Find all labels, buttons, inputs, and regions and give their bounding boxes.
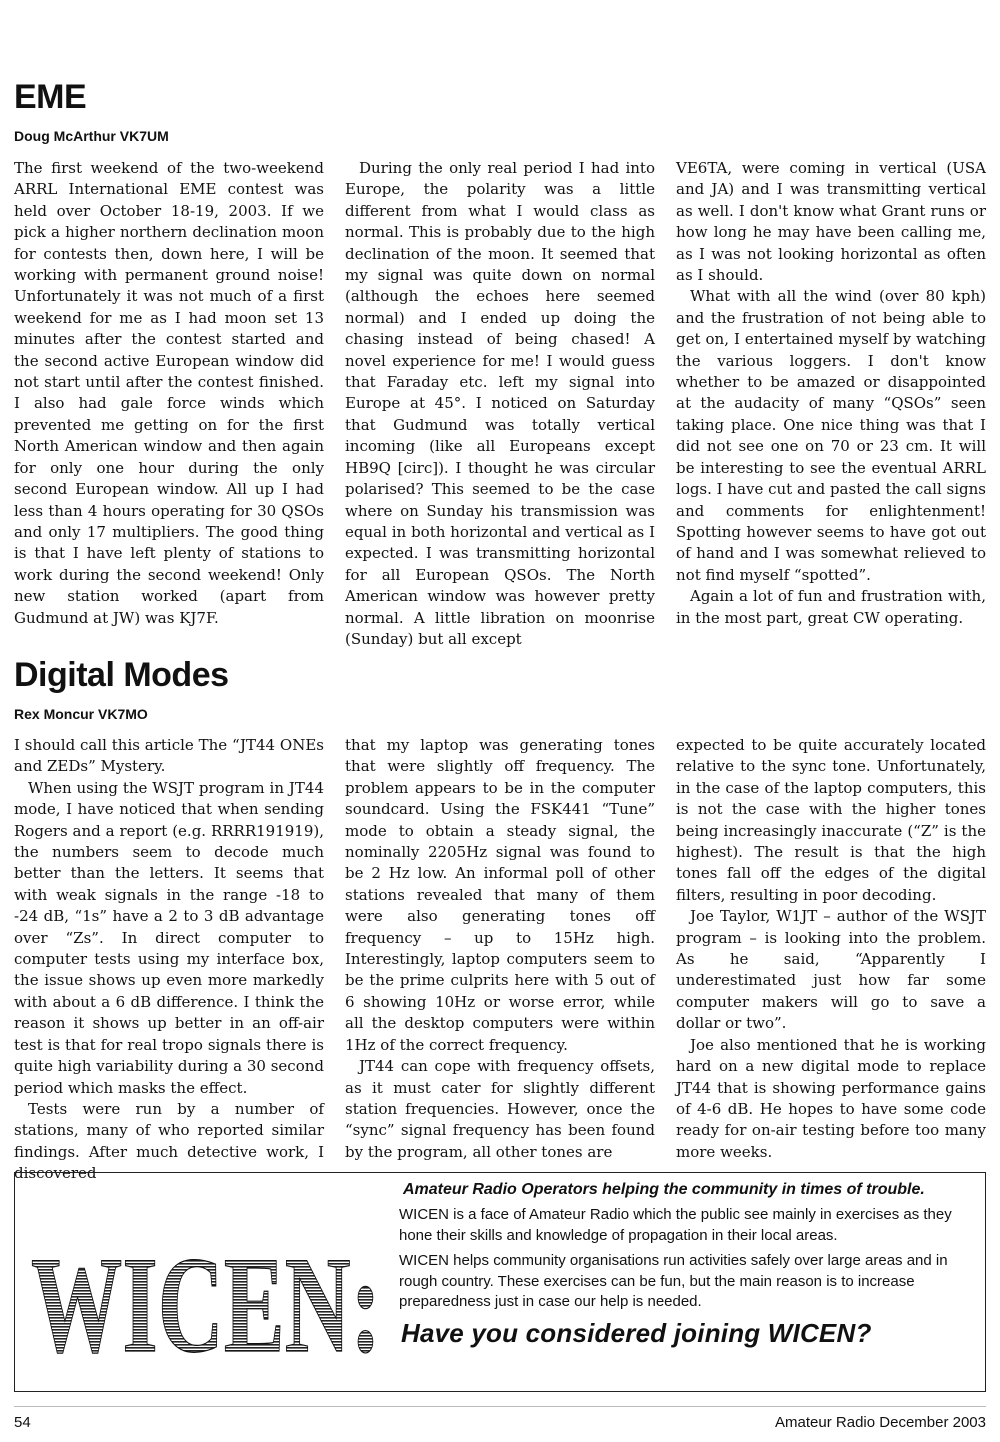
wicen-logo-text: WICEN: xyxy=(31,1228,381,1367)
digital-col3-para-1: expected to be quite accurately located relative to the sync tone. Unfortunately, in the case of the laptop computers, this is not the case with the higher tones being increasingly inaccurate (“Z” is the highest). The result is that the high tones fall off the edges of the digital filters, resulting in poor decoding. xyxy=(676,736,986,904)
eme-byline: Doug McArthur VK7UM xyxy=(14,128,169,144)
digital-col2-para-2: JT44 can cope with frequency offsets, as it must cater for slightly different station frequencies. However, once the “sync” signal frequency has been found by the program, all other tones are xyxy=(345,1057,655,1161)
digital-section-title: Digital Modes xyxy=(14,656,229,694)
eme-col1-para-1: The first weekend of the two-weekend ARRL International EME contest was held over October 18-19, 2003. If we pick a higher northern declination moon for contests then, down here, I will be working with permanent ground noise! Unfortunately it was not much of a first weekend for me as I had moon set 13 minutes after the contest started and the second active European window did not start until after the contest finished. I also had gale force winds which prevented me getting on for the first North American window and then again for only one hour during the only second European window. All up I had less than 4 hours operating for 30 QSOs and only 17 multipliers. The good thing is that I have left plenty of stations to work during the second weekend! Only new station worked (apart from Gudmund at JW) was KJ7F. xyxy=(14,159,324,627)
wicen-logo xyxy=(29,1227,389,1367)
digital-column-2 xyxy=(345,735,655,1185)
publication-info: Amateur Radio December 2003 xyxy=(775,1414,986,1431)
digital-col2-para-1: that my laptop was generating tones that were slightly off frequency. The problem appears to be in the computer soundcard. Using the FSK441 “Tune” mode to obtain a steady signal, the nominally 2205Hz signal was found to be 2 Hz low. An informal poll of other stations revealed that many of them were also generating tones off frequency – up to 15Hz high. Interestingly, laptop computers seem to be the prime culprits here with 5 out of 6 showing 10Hz or worse error, while all the desktop computers were within 1Hz of the correct frequency. xyxy=(345,736,655,1054)
digital-col1-para-3: Tests were run by a number of stations, many of who reported similar findings. After much detective work, I discovered xyxy=(14,1099,324,1183)
eme-col2-para-1: During the only real period I had into Europe, the polarity was a little different from what I would class as normal. This is probably due to the high declination of the moon. It seemed that my signal was quite down on normal (although the echoes here seemed normal) and I ended up doing the chasing instead of being chased! A novel experience for me! I would guess that Faraday etc. left my signal into Europe at 45°. I noticed on Saturday that Gudmund was totally vertical incoming (like all Europeans except HB9Q [circ]). I thought he was circular polarised? This seemed to be the case where on Sunday his transmission was equal in both horizontal and vertical as I expected. I was transmitting horizontal for all European QSOs. The North American window was however pretty normal. A little libration on moonrise (Sunday) but all except xyxy=(345,159,655,648)
eme-column-2 xyxy=(345,158,655,650)
digital-col1-para-2: When using the WSJT program in JT44 mode, I have noticed that when sending Rogers and a report (e.g. RRRR191919), the numbers seem to decode much better than the letters. It seems that with weak signals in the range -18 to -24 dB, “1s” have a 2 to 3 dB advantage over “Zs”. In direct computer to computer tests using my interface box, the issue shows up even more markedly with about a 6 dB difference. I think the reason it shows up better in an off-air test is that for real tropo signals there is quite high variability during a 30 second period which masks the effect. xyxy=(14,778,324,1097)
digital-col1-para-1: I should call this article The “JT44 ONEs and ZEDs” Mystery. xyxy=(14,736,324,776)
eme-col3-para-1: VE6TA, were coming in vertical (USA and JA) and I was transmitting vertical as well. I don't know what Grant runs or how long he may have been calling me, as I was not looking horizontal as often as I should. xyxy=(676,159,986,285)
digital-col3-para-2: Joe Taylor, W1JT – author of the WSJT program – is looking into the problem. As he said, “Apparently I underestimated just how far some computer makers will go to save a dollar or two”. xyxy=(676,907,986,1033)
wicen-paragraph-1: WICEN is a face of Amateur Radio which the public see mainly in exercises as they hone their skills and knowledge of propagation in their local areas. xyxy=(399,1206,952,1244)
eme-col3-para-2: What with all the wind (over 80 kph) and the frustration of not being able to get on, I entertained myself by watching the various loggers. I don't know whether to be amazed or disappointed at the audacity of many “QSOs” seen taking place. One nice thing was that I did not see one on 70 or 23 cm. It will be interesting to see the eventual ARRL logs. I have cut and pasted the call signs and comments for enlightenment! Spotting however seems to have got out of hand and I was somewhat relieved to not find myself “spotted”. xyxy=(676,287,986,584)
eme-body xyxy=(14,158,986,650)
wicen-call-to-action: Have you considered joining WICEN? xyxy=(401,1317,872,1348)
wicen-paragraph-2: WICEN helps community organisations run activities safely over large areas and in rough country. These exercises can be fun, but the main reason is to increase preparedness just in case our help is needed. xyxy=(399,1252,948,1310)
digital-body xyxy=(14,735,986,1185)
wicen-advertisement xyxy=(14,1172,986,1392)
wicen-tagline: Amateur Radio Operators helping the community in times of trouble. xyxy=(403,1181,925,1198)
digital-column-1 xyxy=(14,735,324,1185)
digital-byline: Rex Moncur VK7MO xyxy=(14,706,148,722)
eme-column-3 xyxy=(676,158,986,650)
footer-divider xyxy=(14,1406,986,1407)
page-number: 54 xyxy=(14,1414,31,1431)
eme-col3-para-3: Again a lot of fun and frustration with, in the most part, great CW operating. xyxy=(676,587,986,627)
eme-section-title: EME xyxy=(14,78,87,116)
eme-column-1 xyxy=(14,158,324,650)
wicen-ad-text xyxy=(385,1181,985,1349)
digital-col3-para-3: Joe also mentioned that he is working hard on a new digital mode to replace JT44 that is showing performance gains of 4-6 dB. He hopes to have some code ready for on-air testing before too many more weeks. xyxy=(676,1035,986,1161)
digital-column-3 xyxy=(676,735,986,1185)
